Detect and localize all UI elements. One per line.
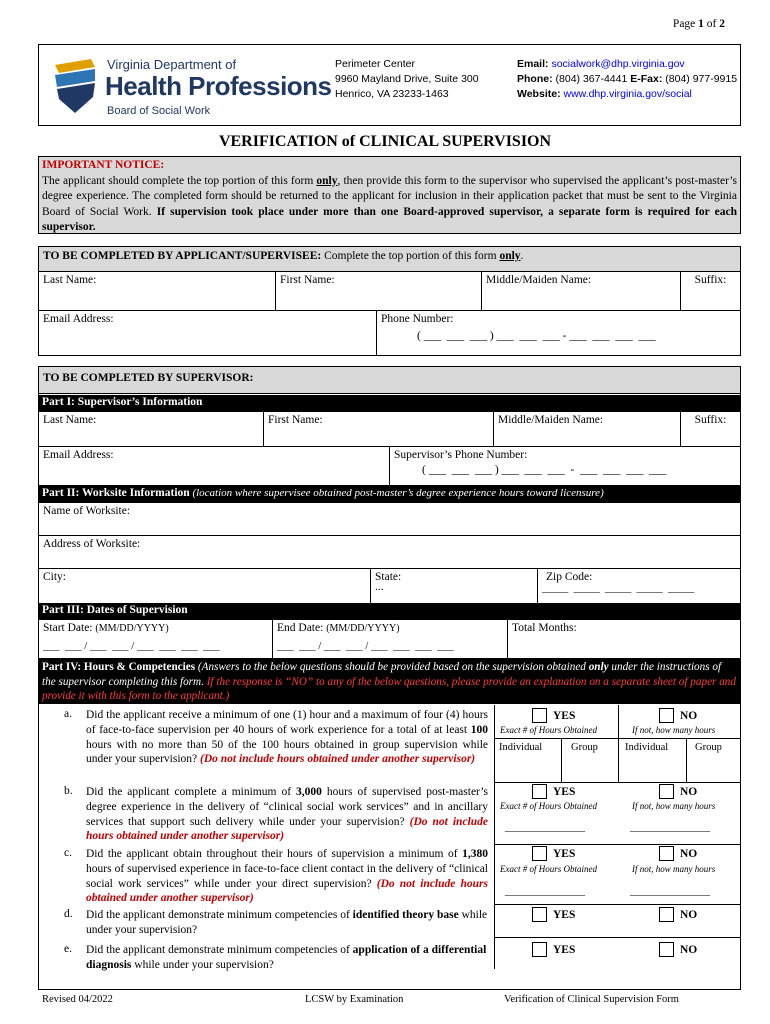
q-b-no-label: NO	[680, 786, 698, 798]
header-box	[38, 44, 741, 126]
applicant-middle-name-label: Middle/Maiden Name:	[486, 274, 592, 286]
q-b-ifnot-label: If not, how many hours	[632, 801, 716, 811]
footer-center: LCSW by Examination	[305, 994, 404, 1005]
start-date-blank: ___ ___ / ___ ___ / ___ ___ ___ ___	[43, 640, 220, 652]
q-a-letter: a.	[64, 708, 72, 720]
q-d-no-label: NO	[680, 909, 698, 921]
q-a-red: (Do not include hours obtained under another supervisor)	[200, 753, 476, 766]
q-b-ifnot-blank[interactable]: ________________	[630, 822, 710, 833]
q-c-t1: Did the applicant obtain throughout their hours of supervision a minimum of	[86, 848, 463, 860]
sup-email-field[interactable]	[38, 446, 390, 486]
notice-only: only	[316, 174, 338, 187]
phone-value: (804) 367-4441	[555, 73, 628, 85]
worksite-address-label: Address of Worksite:	[43, 538, 141, 550]
row-divider	[494, 844, 741, 845]
q-a-b1: 100	[470, 723, 488, 736]
row-divider	[494, 904, 741, 905]
part3-header: Part III: Dates of Supervision	[38, 603, 741, 619]
q-d-yes-label: YES	[553, 909, 576, 921]
q-b-t1: Did the applicant complete a minimum of	[86, 786, 297, 798]
applicant-phone-label: Phone Number:	[381, 313, 454, 325]
q-a-t1: Did the applicant receive a minimum of one (1) hour and a maximum of four (4) hours of face-to-face supervision per 40 hours of work experience for a total of at least	[86, 709, 488, 736]
q-d-text	[86, 908, 488, 938]
address-line1: Perimeter Center	[335, 58, 415, 70]
q-b-letter: b.	[64, 785, 73, 797]
notice-heading: IMPORTANT NOTICE:	[42, 159, 165, 171]
start-date-field[interactable]	[38, 619, 273, 659]
q-c-ifnot-blank[interactable]: ________________	[630, 886, 710, 897]
address-block	[335, 57, 479, 102]
contact-block	[517, 57, 737, 102]
q-b-red: (Do not include hours obtained under another supervisor)	[86, 815, 489, 843]
sup-phone-blank: ( ___ ___ ___ ) ___ ___ ___ - ___ ___ ___ ___	[422, 464, 667, 476]
start-date-format: (MM/DD/YYYY)	[95, 623, 169, 634]
q-b-exact-blank[interactable]: ________________	[505, 822, 585, 833]
q-c-t2: hours of supervised experience in face-to-face client contact in the delivery of “clinical social work services” while under your direct supervision?	[86, 862, 488, 890]
applicant-suffix-label: Suffix:	[694, 274, 727, 286]
q-a-yes-label: YES	[553, 710, 576, 722]
applicant-middle-name-field[interactable]	[481, 271, 681, 311]
q-a-no-checkbox[interactable]	[659, 708, 674, 723]
q-c-ifnot-label: If not, how many hours	[632, 864, 716, 874]
q-a-individual-label: Individual	[499, 742, 543, 753]
part4-only: only	[588, 661, 609, 673]
applicant-suffix-field[interactable]	[680, 271, 741, 311]
footer-right: Verification of Clinical Supervision Form	[504, 994, 679, 1005]
applicant-last-name-label: Last Name:	[43, 274, 97, 286]
state-dots: ...	[375, 581, 384, 593]
q-c-no-label: NO	[680, 848, 698, 860]
end-date-label: End Date:	[277, 622, 327, 634]
applicant-phone-field[interactable]	[376, 310, 741, 356]
page-title: VERIFICATION of CLINICAL SUPERVISION	[218, 133, 552, 150]
q-a-divider	[561, 738, 562, 782]
q-b-t2: hours of supervised post-master’s degree experience in the delivery of “clinical social work services” and in ancillary services that support such delivery while under your supervision?	[86, 786, 488, 828]
address-line2: 9960 Mayland Drive, Suite 300	[335, 73, 479, 85]
sup-first-name-field[interactable]	[263, 411, 494, 447]
part4-red-note: If the response is “NO” to any of the below questions, please provide an explanation on a separate sheet of paper and provide it with this form to the applicant.)	[42, 675, 736, 702]
q-c-no-checkbox[interactable]	[659, 846, 674, 861]
important-notice	[38, 156, 741, 234]
q-a-group-label-2: Group	[695, 742, 722, 753]
q-b-text	[86, 785, 488, 844]
sup-suffix-label: Suffix:	[694, 414, 727, 426]
applicant-header	[38, 246, 741, 272]
q-a-individual-label-2: Individual	[625, 742, 669, 753]
logo-line1: Virginia Department of	[107, 57, 237, 72]
logo-line3: Board of Social Work	[107, 105, 211, 117]
page-current: 1	[698, 18, 704, 30]
city-label: City:	[43, 571, 67, 583]
q-b-no-checkbox[interactable]	[659, 784, 674, 799]
q-b-b1: 3,000	[296, 786, 322, 798]
website-label: Website:	[517, 88, 561, 100]
q-a-ifnot-label: If not, how many hours	[632, 725, 716, 735]
total-months-field[interactable]	[507, 619, 741, 659]
q-e-letter: e.	[64, 943, 72, 955]
part4-title: Part IV: Hours & Competencies	[42, 661, 196, 673]
worksite-name-field[interactable]	[38, 502, 741, 536]
q-c-yes-checkbox[interactable]	[532, 846, 547, 861]
page-number	[673, 18, 725, 30]
q-b-exact-label: Exact # of Hours Obtained	[500, 801, 597, 811]
q-b-yes-checkbox[interactable]	[532, 784, 547, 799]
page-label: Page	[672, 18, 699, 30]
sup-suffix-field[interactable]	[680, 411, 741, 447]
applicant-phone-blank: ( ___ ___ ___ ) ___ ___ ___ - ___ ___ ___ ___	[417, 330, 656, 342]
answer-col-border	[494, 705, 495, 969]
q-c-text	[86, 847, 488, 906]
zip-blank: _____ _____ _____ _____ _____	[542, 583, 695, 594]
footer-revised: Revised 04/2022	[42, 994, 113, 1005]
city-field[interactable]	[38, 568, 371, 604]
row-divider	[494, 782, 741, 783]
email-link[interactable]: socialwork@dhp.virginia.gov	[551, 58, 685, 70]
q-a-no-label: NO	[680, 710, 698, 722]
efax-value: (804) 977-9915	[665, 73, 738, 85]
phone-label: Phone:	[517, 73, 553, 85]
q-e-no-label: NO	[680, 944, 698, 956]
page-of: of	[703, 18, 720, 30]
q-e-yes-label: YES	[553, 944, 576, 956]
row-divider	[494, 937, 741, 938]
applicant-first-name-field[interactable]	[275, 271, 482, 311]
zip-field[interactable]	[537, 568, 741, 604]
state-label: State:	[375, 571, 402, 583]
applicant-last-name-field[interactable]	[38, 271, 276, 311]
part4-note2: under the instructions of the supervisor completing this form.	[42, 661, 722, 688]
start-date-label: Start Date:	[43, 622, 96, 634]
notice-text1: The applicant should complete the top portion of this form	[42, 174, 317, 187]
q-c-yes-label: YES	[553, 848, 576, 860]
logo-line2: Health Professions	[105, 71, 332, 101]
supervisor-header: TO BE COMPLETED BY SUPERVISOR:	[38, 366, 741, 394]
q-a-divider	[686, 738, 687, 782]
applicant-header-only: only	[499, 250, 521, 262]
q-d-b1: identified theory base	[352, 909, 459, 921]
q-d-t2: while under your supervision?	[86, 909, 488, 936]
q-e-no-checkbox[interactable]	[659, 942, 674, 957]
notice-body	[42, 174, 737, 236]
notice-bold: If supervision took place under more than one Board-approved supervisor, a separate form is required for each supervisor.	[42, 205, 738, 233]
q-c-exact-blank[interactable]: ________________	[505, 886, 585, 897]
part4-header	[38, 659, 741, 704]
total-months-label: Total Months:	[512, 622, 577, 634]
part2-note: (location where supervisee obtained post-master’s degree experience hours toward licensure)	[189, 487, 604, 499]
q-a-yes-checkbox[interactable]	[532, 708, 547, 723]
end-date-blank: ___ ___ / ___ ___ / ___ ___ ___ ___	[277, 640, 454, 652]
part2-title: Part II: Worksite Information	[42, 487, 190, 499]
sup-first-name-label: First Name:	[268, 414, 323, 426]
q-e-t2: while under your supervision?	[131, 958, 274, 971]
q-e-text	[86, 943, 488, 973]
q-e-yes-checkbox[interactable]	[532, 942, 547, 957]
sup-last-name-label: Last Name:	[43, 414, 97, 426]
q-d-letter: d.	[64, 908, 73, 920]
part1-header: Part I: Supervisor’s Information	[38, 395, 741, 411]
q-c-letter: c.	[64, 847, 72, 859]
website-link[interactable]: www.dhp.virginia.gov/social	[563, 88, 692, 100]
applicant-first-name-label: First Name:	[280, 274, 335, 286]
sup-email-label: Email Address:	[43, 449, 114, 461]
address-line3: Henrico, VA 23233-1463	[335, 88, 449, 100]
q-a-group-label: Group	[571, 742, 598, 753]
q-c-exact-label: Exact # of Hours Obtained	[500, 864, 597, 874]
q-a-divider	[618, 705, 619, 782]
q-a-divider	[494, 738, 741, 739]
worksite-address-field[interactable]	[38, 535, 741, 569]
page-total: 2	[719, 18, 725, 30]
end-date-format: (MM/DD/YYYY)	[326, 623, 400, 634]
sup-middle-name-label: Middle/Maiden Name:	[498, 414, 604, 426]
part4-note: (Answers to the below questions should be provided based on the supervision obtained	[195, 661, 589, 673]
dhp-logo-icon	[51, 57, 99, 117]
q-d-yes-checkbox[interactable]	[532, 907, 547, 922]
sup-phone-field[interactable]	[389, 446, 741, 486]
q-a-t2: hours with no more than 50 of the 100 hours obtained in group supervision while under your supervision?	[86, 738, 488, 766]
applicant-email-label: Email Address:	[43, 313, 114, 325]
end-date-field[interactable]	[272, 619, 508, 659]
q-c-b1: 1,380	[462, 848, 488, 860]
efax-label: E-Fax:	[630, 73, 663, 85]
q-d-no-checkbox[interactable]	[659, 907, 674, 922]
q-e-t1: Did the applicant demonstrate minimum competencies of	[86, 944, 353, 956]
applicant-email-field[interactable]	[38, 310, 377, 356]
q-a-text	[86, 708, 488, 767]
state-field[interactable]	[370, 568, 538, 604]
worksite-name-label: Name of Worksite:	[43, 505, 131, 517]
email-label: Email:	[517, 58, 549, 70]
applicant-header-end: .	[520, 250, 524, 262]
part2-header	[38, 486, 741, 502]
zip-label: Zip Code:	[546, 571, 593, 583]
q-d-t1: Did the applicant demonstrate minimum competencies of	[86, 909, 353, 921]
sup-middle-name-field[interactable]	[493, 411, 681, 447]
sup-phone-label: Supervisor’s Phone Number:	[394, 449, 528, 461]
q-c-red: (Do not include hours obtained under another supervisor)	[86, 877, 488, 905]
q-b-yes-label: YES	[553, 786, 576, 798]
notice-text2: , then provide this form to the supervisor who supervised the applicant’s post-master’s degree experience. The completed form should be returned to the applicant for inclusion in their application packet that must be sent to the Virginia Board of Social Work.	[42, 174, 737, 218]
q-e-b1: application of a differential diagnosis	[86, 944, 487, 971]
sup-last-name-field[interactable]	[38, 411, 264, 447]
applicant-header-rest: Complete the top portion of this form	[321, 250, 500, 262]
applicant-header-bold: TO BE COMPLETED BY APPLICANT/SUPERVISEE:	[43, 250, 322, 262]
q-a-exact-label: Exact # of Hours Obtained	[500, 725, 597, 735]
